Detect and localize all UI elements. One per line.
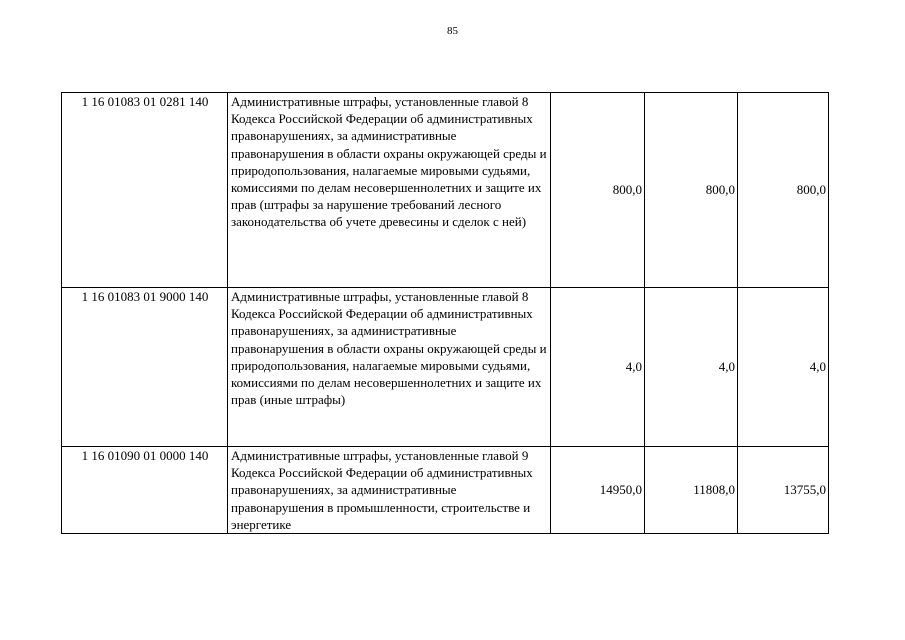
classification-code: 1 16 01083 01 9000 140 bbox=[62, 288, 228, 447]
revenue-table bbox=[61, 92, 829, 534]
amount-year-3: 13755,0 bbox=[738, 447, 829, 534]
amount-year-2: 800,0 bbox=[645, 93, 738, 288]
classification-code: 1 16 01090 01 0000 140 bbox=[62, 447, 228, 534]
amount-year-1: 14950,0 bbox=[551, 447, 645, 534]
amount-year-3: 4,0 bbox=[738, 288, 829, 447]
revenue-description: Административные штрафы, установленные главой 8 Кодекса Российской Федерации об административных правонарушениях, за административные правонарушения в области охраны окружающей среды и природопользования, налагаемые мировыми судьями, комиссиями по делам несовершеннолетних и защите их прав (иные штрафы) bbox=[228, 288, 551, 447]
table-row bbox=[62, 93, 829, 288]
revenue-description: Административные штрафы, установленные главой 9 Кодекса Российской Федерации об административных правонарушениях, за административные правонарушения в промышленности, строительстве и энергетике bbox=[228, 447, 551, 534]
amount-year-1: 800,0 bbox=[551, 93, 645, 288]
amount-year-2: 11808,0 bbox=[645, 447, 738, 534]
amount-year-1: 4,0 bbox=[551, 288, 645, 447]
revenue-description: Административные штрафы, установленные главой 8 Кодекса Российской Федерации об административных правонарушениях, за административные правонарушения в области охраны окружающей среды и природопользования, налагаемые мировыми судьями, комиссиями по делам несовершеннолетних и защите их прав (штрафы за нарушение требований лесного законодательства об учете древесины и сделок с ней) bbox=[228, 93, 551, 288]
page-number: 85 bbox=[447, 25, 458, 37]
classification-code: 1 16 01083 01 0281 140 bbox=[62, 93, 228, 288]
amount-year-2: 4,0 bbox=[645, 288, 738, 447]
amount-year-3: 800,0 bbox=[738, 93, 829, 288]
table-row bbox=[62, 288, 829, 447]
table-row bbox=[62, 447, 829, 534]
